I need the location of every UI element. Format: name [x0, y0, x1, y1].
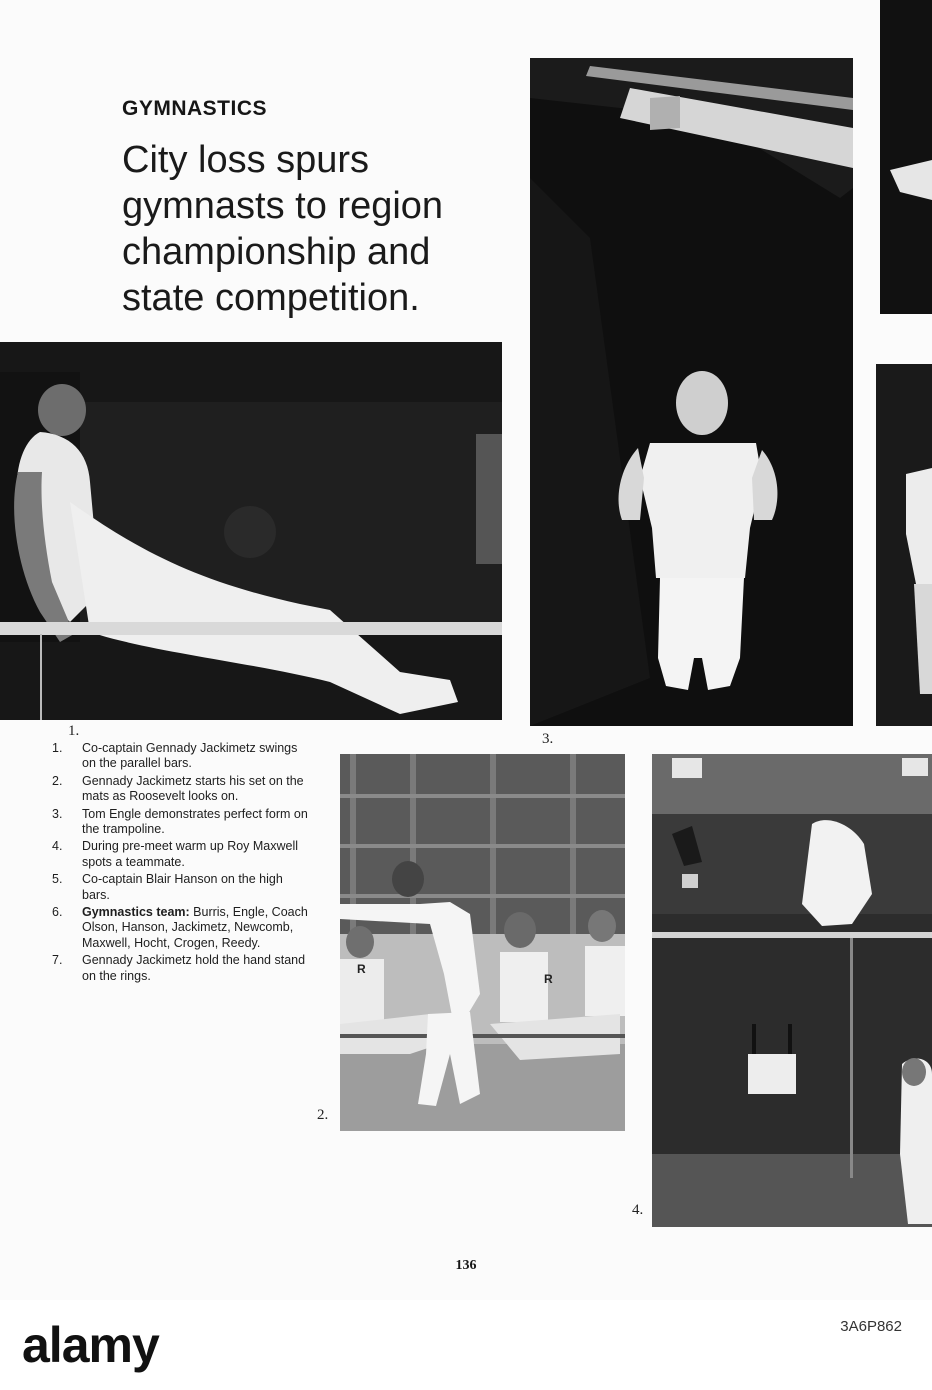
stock-image-id: 3A6P862 — [840, 1318, 902, 1335]
trampoline-image — [530, 58, 853, 726]
caption-number: 2. — [52, 773, 63, 788]
caption-number: 3. — [52, 806, 63, 821]
caption-number: 4. — [52, 839, 63, 854]
floor-mats-image — [340, 754, 625, 1131]
caption-item-6 — [52, 905, 314, 951]
edge-middle-image — [876, 364, 932, 726]
photo-edge-middle — [876, 364, 932, 726]
caption-text: Tom Engle demonstrates perfect form on the trampoline. — [82, 806, 308, 837]
caption-item-2 — [52, 774, 314, 805]
edge-top-image — [880, 0, 932, 314]
section-label: GYMNASTICS — [122, 97, 268, 120]
photo-parallel-bars — [0, 342, 502, 720]
caption-item-5 — [52, 872, 314, 903]
caption-number: 1. — [52, 741, 63, 755]
caption-number: 6. — [52, 905, 63, 920]
caption-item-7 — [52, 953, 314, 984]
caption-text: During pre-meet warm up Roy Maxwell spots a teammate. — [82, 839, 299, 869]
stock-footer — [0, 1300, 932, 1390]
photo-high-bar — [652, 754, 932, 1227]
photo-trampoline — [530, 58, 853, 726]
caption-item-3 — [52, 807, 314, 838]
photo-floor-mats — [340, 754, 625, 1131]
caption-number: 7. — [52, 953, 63, 968]
shirt-letter: R — [357, 962, 366, 976]
caption-text: Burris, Engle, Coach Olson, Hanson, Jackimetz, Newcomb, Maxwell, Hocht, Crogen, Reedy. — [82, 905, 308, 950]
caption-text: Co-captain Blair Hanson on the high bars. — [82, 872, 283, 902]
caption-text: Gennady Jackimetz starts his set on the mats as Roosevelt looks on. — [82, 773, 304, 804]
page-number: 136 — [455, 1258, 477, 1273]
caption-text: Co-captain Gennady Jackimetz swings on the parallel bars. — [82, 741, 298, 771]
caption-number: 5. — [52, 872, 63, 887]
caption-item-1 — [52, 741, 314, 772]
caption-text: Gennady Jackimetz hold the hand stand on the rings. — [82, 953, 306, 983]
photo-3-number: 3. — [542, 731, 554, 747]
shirt-letter: R — [544, 972, 553, 986]
caption-bold-label: Gymnastics team: — [82, 905, 190, 920]
stock-brand-logo[interactable]: alamy — [22, 1317, 159, 1373]
photo-edge-top — [880, 0, 932, 314]
caption-list — [52, 741, 314, 986]
photo-2-number: 2. — [317, 1107, 329, 1123]
high-bar-image — [652, 754, 932, 1227]
parallel-bars-image — [0, 342, 502, 720]
photo-1-number: 1. — [68, 723, 80, 739]
headline: City loss spurs gymnasts to region championship and state competition. — [122, 139, 444, 319]
photo-4-number: 4. — [632, 1202, 644, 1218]
caption-item-4 — [52, 839, 314, 870]
